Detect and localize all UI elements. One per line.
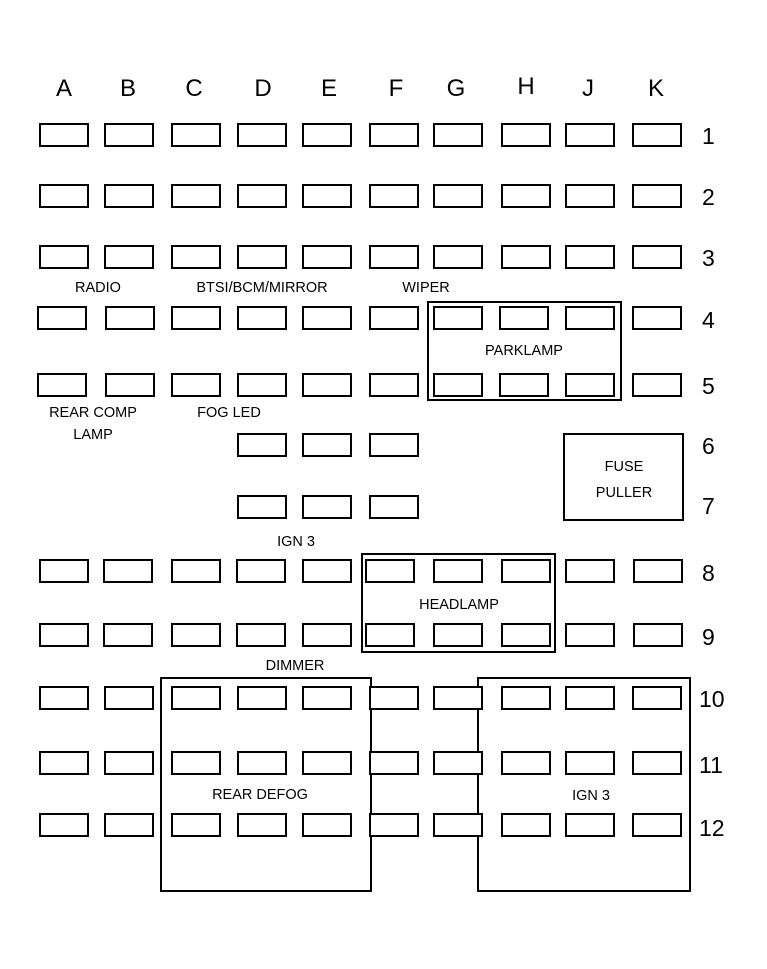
label-radio: RADIO	[75, 280, 121, 296]
fuse-slot-f2	[370, 185, 418, 207]
fuse-slot-b10	[105, 687, 153, 709]
fuse-slot-g10	[434, 687, 482, 709]
fuse-slot-a3	[40, 246, 88, 268]
row-number-5: 5	[702, 373, 715, 399]
row-number-11: 11	[699, 752, 723, 778]
fuse-slot-k1	[633, 124, 681, 146]
fuse-slot-j8	[566, 560, 614, 582]
label-dimmer: DIMMER	[265, 658, 325, 674]
fuse-slot-j9	[566, 624, 614, 646]
label-rear-defog: REAR DEFOG	[212, 787, 308, 803]
fuse-slot-e7	[303, 496, 351, 518]
fuse-slot-h8	[502, 560, 550, 582]
fuse-slot-g12	[434, 814, 482, 836]
fuse-slot-c9	[172, 624, 220, 646]
fuse-slot-h10	[502, 687, 550, 709]
fuse-slot-c11	[172, 752, 220, 774]
fuse-slot-h5	[500, 374, 548, 396]
label-wiper: WIPER	[402, 280, 450, 296]
label-parklamp: PARKLAMP	[485, 343, 563, 359]
fuse-slot-f10	[370, 687, 418, 709]
fuse-slot-j1	[566, 124, 614, 146]
fuse-slot-b11	[105, 752, 153, 774]
fuse-slot-h4	[500, 307, 548, 329]
row-numbers	[699, 123, 725, 841]
fuse-slot-d9	[237, 624, 285, 646]
fuse-slot-e5	[303, 374, 351, 396]
label-ign3-bottom: IGN 3	[572, 788, 610, 804]
row-number-7: 7	[702, 493, 715, 519]
fuse-slot-d5	[238, 374, 286, 396]
fuse-slot-f9	[366, 624, 414, 646]
column-letter-a: A	[55, 75, 73, 102]
fuse-slot-b4	[106, 307, 154, 329]
fuse-slot-f7	[370, 496, 418, 518]
fuse-slot-h3	[502, 246, 550, 268]
fuse-slot-c10	[172, 687, 220, 709]
fuse-slot-b3	[105, 246, 153, 268]
column-letter-b: B	[119, 75, 137, 102]
column-letter-c: C	[185, 75, 203, 102]
fuse-slot-d1	[238, 124, 286, 146]
column-letter-j: J	[582, 75, 594, 102]
row-number-8: 8	[702, 560, 715, 586]
column-letter-k: K	[647, 75, 665, 102]
fuse-slot-f8	[366, 560, 414, 582]
fuse-slot-e2	[303, 185, 351, 207]
fuse-slot-d4	[238, 307, 286, 329]
label-rear-comp-line1: REAR COMP	[49, 405, 137, 421]
fuse-slot-b8	[104, 560, 152, 582]
fuse-slot-a11	[40, 752, 88, 774]
fuse-slot-k10	[633, 687, 681, 709]
fuse-slot-e10	[303, 687, 351, 709]
row-number-6: 6	[702, 433, 715, 459]
fuse-slot-a4	[38, 307, 86, 329]
fuse-slot-d8	[237, 560, 285, 582]
fuse-slot-g9	[434, 624, 482, 646]
fuse-slot-c1	[172, 124, 220, 146]
fuse-slot-e6	[303, 434, 351, 456]
fuse-slot-j10	[566, 687, 614, 709]
fuse-slot-d11	[238, 752, 286, 774]
label-fuse-puller-line1: FUSE	[604, 459, 644, 475]
label-rear-comp-line2: LAMP	[73, 427, 113, 443]
fuse-slot-b2	[105, 185, 153, 207]
fuse-slot-c4	[172, 307, 220, 329]
fuse-slot-k5	[633, 374, 681, 396]
fuse-slot-a10	[40, 687, 88, 709]
fuse-slot-h1	[502, 124, 550, 146]
row-number-4: 4	[702, 307, 715, 333]
row-number-3: 3	[702, 245, 715, 271]
column-letter-g: G	[446, 75, 466, 102]
label-ign3-top: IGN 3	[277, 534, 315, 550]
column-letter-e: E	[320, 75, 338, 102]
fuse-slot-d10	[238, 687, 286, 709]
fuse-slot-c12	[172, 814, 220, 836]
fuse-slot-a9	[40, 624, 88, 646]
fuse-slot-f1	[370, 124, 418, 146]
fuse-slot-h2	[502, 185, 550, 207]
fuse-slot-c5	[172, 374, 220, 396]
fuse-slot-d7	[238, 496, 286, 518]
fuse-slot-g2	[434, 185, 482, 207]
fuse-slot-d6	[238, 434, 286, 456]
column-letter-f: F	[388, 75, 404, 102]
row-number-2: 2	[702, 184, 715, 210]
column-headers	[56, 73, 664, 102]
fuse-slot-g1	[434, 124, 482, 146]
fuse-slot-c3	[172, 246, 220, 268]
fuse-slot-k9	[634, 624, 682, 646]
fuse-slot-a8	[40, 560, 88, 582]
fuse-slot-h11	[502, 752, 550, 774]
fuse-slot-b1	[105, 124, 153, 146]
fuse-slot-e8	[303, 560, 351, 582]
fuse-slot-d3	[238, 246, 286, 268]
fuse-slot-k12	[633, 814, 681, 836]
fuse-slot-j11	[566, 752, 614, 774]
fuse-slot-a2	[40, 185, 88, 207]
row-number-9: 9	[702, 624, 715, 650]
fuse-slot-g11	[434, 752, 482, 774]
fuse-slot-f6	[370, 434, 418, 456]
fuse-slot-e4	[303, 307, 351, 329]
row-number-12: 12	[699, 815, 725, 841]
fuse-slot-a5	[38, 374, 86, 396]
fuse-slot-b12	[105, 814, 153, 836]
fuse-slot-k8	[634, 560, 682, 582]
fuse-slot-c8	[172, 560, 220, 582]
label-fog-led: FOG LED	[197, 405, 261, 421]
fuse-slot-f5	[370, 374, 418, 396]
fuse-slot-b9	[104, 624, 152, 646]
column-letter-h: H	[517, 73, 535, 100]
fuse-slot-j2	[566, 185, 614, 207]
circuit-labels	[49, 280, 652, 804]
label-fuse-puller-line2: PULLER	[595, 485, 653, 501]
fuse-slot-g4	[434, 307, 482, 329]
fuse-slot-k2	[633, 185, 681, 207]
fuse-slot-g5	[434, 374, 482, 396]
fuse-slot-a1	[40, 124, 88, 146]
fuse-slot-a12	[40, 814, 88, 836]
fuse-slot-f11	[370, 752, 418, 774]
column-letter-d: D	[254, 75, 272, 102]
fuse-slot-j5	[566, 374, 614, 396]
fuse-slot-e11	[303, 752, 351, 774]
fuse-slot-j12	[566, 814, 614, 836]
fuse-slot-e9	[303, 624, 351, 646]
fuse-slot-e1	[303, 124, 351, 146]
fuse-slot-k4	[633, 307, 681, 329]
fuse-slot-e3	[303, 246, 351, 268]
fuse-slot-c2	[172, 185, 220, 207]
label-headlamp: HEADLAMP	[419, 597, 499, 613]
fuse-slot-h9	[502, 624, 550, 646]
fuse-slot-b5	[106, 374, 154, 396]
row-number-10: 10	[699, 686, 725, 712]
fuse-slot-j4	[566, 307, 614, 329]
fuse-slot-e12	[303, 814, 351, 836]
row-number-1: 1	[702, 123, 715, 149]
fuse-slots	[38, 124, 682, 836]
fuse-slot-g8	[434, 560, 482, 582]
fuse-slot-g3	[434, 246, 482, 268]
fuse-puller-box	[564, 434, 683, 520]
fuse-slot-h12	[502, 814, 550, 836]
fuse-slot-f3	[370, 246, 418, 268]
label-btsi-bcm-mirror: BTSI/BCM/MIRROR	[196, 280, 328, 296]
fuse-slot-d2	[238, 185, 286, 207]
fuse-slot-d12	[238, 814, 286, 836]
fuse-slot-k3	[633, 246, 681, 268]
fuse-slot-f4	[370, 307, 418, 329]
fuse-slot-j3	[566, 246, 614, 268]
fuse-slot-k11	[633, 752, 681, 774]
fuse-slot-f12	[370, 814, 418, 836]
